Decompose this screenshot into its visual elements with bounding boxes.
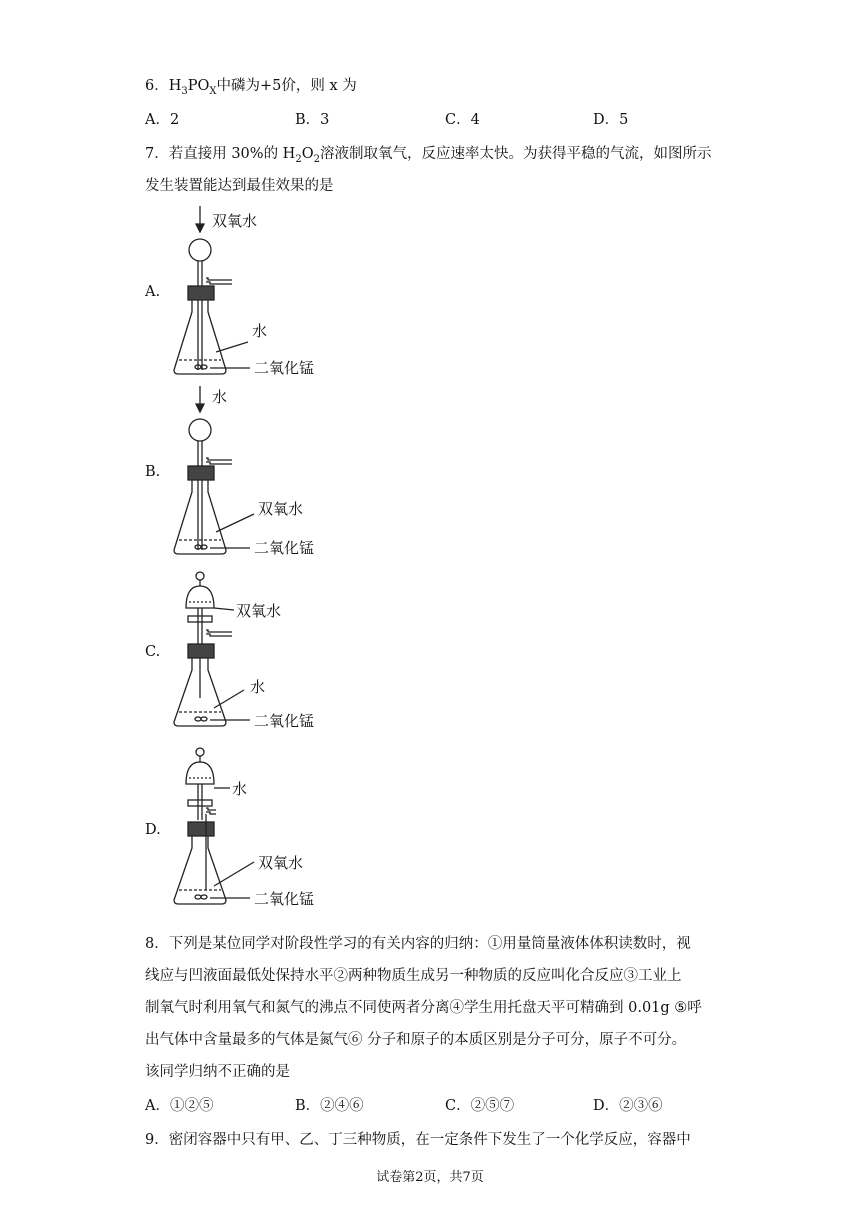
q8-stem-line5: 该同学归纳不正确的是 — [145, 1064, 290, 1080]
q8-option-c: C．②⑤⑦ — [445, 1098, 515, 1114]
apparatus-b-side-label: 双氧水 — [258, 500, 304, 518]
q7-option-d-label: D. — [145, 822, 161, 838]
q8-stem-line1: 8．下列是某位同学对阶段性学习的有关内容的归纳：①用量筒量液体体积读数时，视 — [145, 936, 691, 952]
apparatus-d-top-label: 水 — [232, 780, 248, 798]
apparatus-c-diagram — [170, 568, 340, 738]
apparatus-a-diagram — [170, 202, 340, 380]
q8-option-d: D．②③⑥ — [593, 1098, 663, 1114]
q6-option-c: C．4 — [445, 112, 480, 128]
apparatus-a-side-label: 水 — [252, 322, 268, 340]
q6-stem: 6．$H_3PO_X$中磷为+5价，则 x 为 — [145, 78, 357, 97]
q6-option-d: D．5 — [593, 112, 629, 128]
q8-stem-line3: 制氧气时利用氧气和氮气的沸点不同使两者分离④学生用托盘天平可精确到 0.01g ⑤呼 — [145, 1000, 702, 1016]
apparatus-b-diagram — [170, 382, 340, 560]
q8-option-b: B．②④⑥ — [295, 1098, 364, 1114]
apparatus-c-top-label: 双氧水 — [236, 602, 282, 620]
apparatus-b-bottom-label: 二氧化锰 — [254, 539, 315, 557]
apparatus-b-top-label: 水 — [212, 388, 228, 406]
q7-option-a-label: A. — [145, 284, 161, 300]
apparatus-a-top-label: 双氧水 — [212, 212, 258, 230]
q9-stem-line1: 9．密闭容器中只有甲、乙、丁三种物质，在一定条件下发生了一个化学反应，容器中 — [145, 1132, 691, 1148]
q7-stem-line1: 7．若直接用 30%的 $H_2O_2$溶液制取氧气，反应速率太快。为获得平稳的气流，如图所示 — [145, 146, 712, 165]
page-footer: 试卷第2页，共7页 — [376, 1170, 484, 1185]
q7-option-c-label: C. — [145, 644, 161, 660]
q6-option-a: A．2 — [145, 112, 180, 128]
apparatus-c-side-label: 水 — [250, 678, 266, 696]
q6-option-b: B．3 — [295, 112, 330, 128]
apparatus-d-side-label: 双氧水 — [258, 854, 304, 872]
q8-option-a: A．①②⑤ — [145, 1098, 214, 1114]
apparatus-d-bottom-label: 二氧化锰 — [254, 890, 315, 908]
q8-stem-line2: 线应与凹液面最低处保持水平②两种物质生成另一种物质的反应叫化合反应③工业上 — [145, 968, 682, 984]
q7-option-b-label: B. — [145, 464, 161, 480]
apparatus-d-diagram — [170, 744, 340, 914]
q7-stem-line2: 发生装置能达到最佳效果的是 — [145, 178, 334, 194]
apparatus-c-bottom-label: 二氧化锰 — [254, 712, 315, 730]
apparatus-a-bottom-label: 二氧化锰 — [254, 359, 315, 377]
q8-stem-line4: 出气体中含量最多的气体是氮气⑥ 分子和原子的本质区别是分子可分，原子不可分。 — [145, 1032, 687, 1048]
